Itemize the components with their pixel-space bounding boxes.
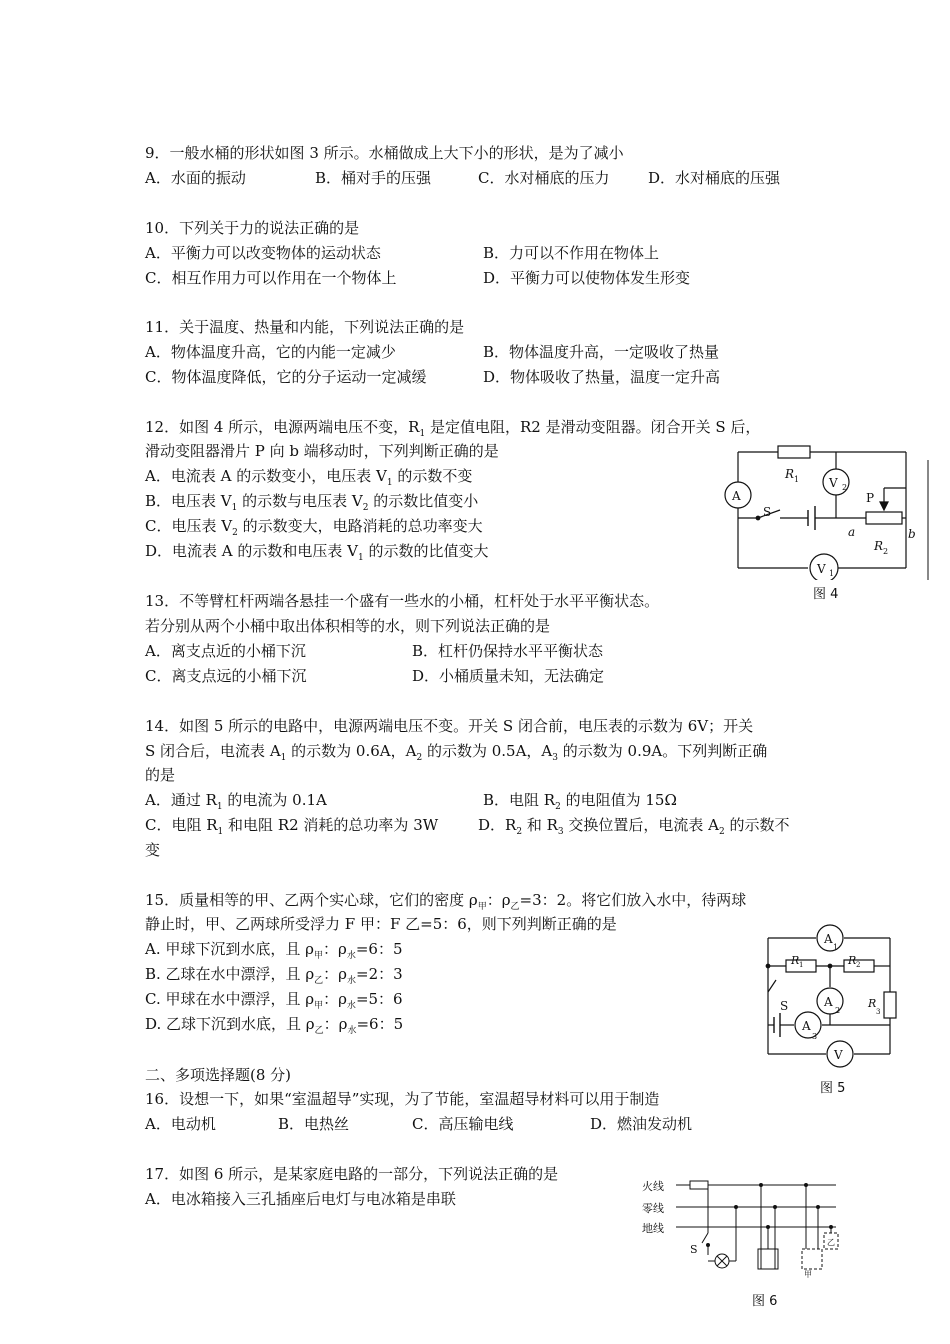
q10-option-d: D．平衡力可以使物体发生形变 [483, 269, 691, 287]
q12-option-b: B．电压表 $V_1$ 的示数与电压表 $V_2$ 的示数比值变小 [145, 492, 479, 513]
svg-text:1: 1 [799, 961, 804, 969]
q13-option-c: C．离支点远的小桶下沉 [145, 667, 307, 685]
svg-text:a: a [848, 525, 856, 539]
q14-stem-line1: 14．如图 5 所示的电路中，电源两端电压不变。开关 S 闭合前，电压表的示数为 6V；开关 [145, 717, 754, 735]
svg-text:零线: 零线 [642, 1202, 664, 1215]
svg-text:1: 1 [829, 569, 835, 578]
svg-text:2: 2 [842, 483, 848, 492]
q13-option-b: B．杠杆仍保持水平平衡状态 [412, 642, 604, 660]
q9-option-c: C．水对桶底的压力 [478, 169, 610, 187]
svg-text:1: 1 [833, 943, 839, 952]
q13-option-d: D．小桶质量未知，无法确定 [412, 667, 605, 685]
svg-text:2: 2 [883, 547, 889, 556]
q13-stem-line2: 若分别从两个小桶中取出体积相等的水，则下列说法正确的是 [145, 617, 551, 635]
figure-4-circuit [718, 440, 934, 580]
svg-text:甲: 甲 [804, 1270, 812, 1279]
q10-option-a: A．平衡力可以改变物体的运动状态 [145, 244, 381, 262]
svg-text:2: 2 [856, 961, 861, 969]
svg-text:火线: 火线 [642, 1180, 664, 1193]
figure-4-caption: 图 4 [813, 587, 839, 602]
q16-option-b: B．电热丝 [278, 1115, 350, 1133]
figure-5-circuit [758, 922, 908, 1074]
figure-5-caption: 图 5 [820, 1081, 846, 1096]
svg-text:A: A [824, 932, 833, 946]
q9-option-d: D．水对桶底的压强 [648, 169, 781, 187]
svg-text:S: S [763, 505, 772, 519]
q11-option-d: D．物体吸收了热量，温度一定升高 [483, 368, 721, 386]
figure-6-caption: 图 6 [752, 1294, 778, 1309]
q15-option-a: A. 甲球下沉到水底，且 $\rho_甲$：$\rho_水=6$：5 [145, 940, 403, 961]
svg-text:P: P [866, 491, 875, 505]
q13-option-a: A．离支点近的小桶下沉 [145, 642, 306, 660]
q12-option-d: D．电流表 A 的示数和电压表 $V_1$ 的示数的比值变大 [145, 542, 489, 563]
q11-option-c: C．物体温度降低，它的分子运动一定减缓 [145, 368, 427, 386]
q9-option-a: A．水面的振动 [145, 169, 246, 187]
q15-option-d: D. 乙球下沉到水底，且 $\rho_乙$：$\rho_水=6$：5 [145, 1015, 404, 1036]
svg-text:R: R [874, 539, 884, 553]
q15-option-c: C. 甲球在水中漂浮，且 $\rho_甲$：$\rho_水=5$：6 [145, 990, 403, 1011]
q14-option-b: B．电阻 $R_2$ 的电阻值为 15Ω [483, 791, 677, 812]
q14-option-a: A．通过 $R_1$ 的电流为 0.1A [145, 791, 327, 812]
q10-stem: 10．下列关于力的说法正确的是 [145, 219, 360, 237]
q13-stem-line1: 13．不等臂杠杆两端各悬挂一个盛有一些水的小桶，杠杆处于水平平衡状态。 [145, 592, 660, 610]
q12-option-c: C．电压表 $V_2$ 的示数变大，电路消耗的总功率变大 [145, 517, 483, 538]
q17-option-a: A．电冰箱接入三孔插座后电灯与电冰箱是串联 [145, 1190, 456, 1208]
q14-stem-line3: 的是 [145, 766, 176, 784]
svg-text:1: 1 [794, 475, 800, 484]
q14-option-d-continued: 变 [145, 841, 161, 859]
q14-stem-line2: S 闭合后，电流表 $A_1$ 的示数为 0.6A，$A_2$ 的示数为 0.5A，$A_3$ 的示数为 0.9A。下列判断正确 [145, 742, 768, 763]
q15-stem-line2: 静止时，甲、乙两球所受浮力 F 甲：F 乙=5：6，则下列判断正确的是 [145, 915, 617, 933]
svg-text:S: S [780, 999, 789, 1013]
svg-text:地线: 地线 [642, 1222, 664, 1235]
svg-text:R: R [868, 997, 877, 1010]
svg-text:b: b [908, 527, 916, 541]
svg-text:V: V [817, 562, 826, 576]
svg-text:A: A [824, 995, 833, 1009]
q14-option-c: C．电阻 $R_1$ 和电阻 R2 消耗的总功率为 3W [145, 816, 439, 837]
svg-text:S: S [690, 1243, 698, 1256]
q16-option-d: D．燃油发动机 [590, 1115, 693, 1133]
q15-stem-line1: 15．质量相等的甲、乙两个实心球，它们的密度 $\rho_甲$：$\rho_乙=3$：2。将它们放入水中，待两球 [145, 891, 747, 912]
q16-option-a: A．电动机 [145, 1115, 216, 1133]
svg-text:R: R [791, 954, 800, 967]
q12-stem-line2: 滑动变阻器滑片 P 向 b 端移动时，下列判断正确的是 [145, 442, 499, 460]
q11-option-a: A．物体温度升高，它的内能一定减少 [145, 343, 396, 361]
q16-stem: 16．设想一下，如果“室温超导”实现，为了节能，室温超导材料可以用于制造 [145, 1090, 660, 1108]
q14-option-d: D．$R_2$ 和 $R_3$ 交换位置后，电流表 $A_2$ 的示数不 [478, 816, 790, 837]
q9-option-b: B．桶对手的压强 [315, 169, 432, 187]
q10-option-c: C．相互作用力可以作用在一个物体上 [145, 269, 397, 287]
q10-option-b: B．力可以不作用在物体上 [483, 244, 660, 262]
svg-text:A: A [732, 489, 741, 503]
q12-option-a: A．电流表 A 的示数变小，电压表 $V_1$ 的示数不变 [145, 467, 473, 488]
svg-text:R: R [785, 467, 795, 481]
section-2-heading: 二、多项选择题(8 分) [145, 1066, 292, 1084]
svg-text:2: 2 [835, 1006, 841, 1015]
svg-text:A: A [802, 1019, 811, 1033]
q16-option-c: C．高压输电线 [412, 1115, 514, 1133]
svg-text:乙: 乙 [827, 1238, 835, 1247]
svg-text:3: 3 [812, 1032, 818, 1041]
q17-stem: 17．如图 6 所示，是某家庭电路的一部分，下列说法正确的是 [145, 1165, 559, 1183]
q9-stem: 9．一般水桶的形状如图 3 所示。水桶做成上大下小的形状，是为了减小 [145, 144, 624, 162]
svg-text:V: V [829, 476, 838, 490]
q11-stem: 11．关于温度、热量和内能，下列说法正确的是 [145, 318, 465, 336]
figure-6-household-circuit [640, 1175, 840, 1285]
svg-text:3: 3 [876, 1008, 881, 1016]
svg-text:V: V [834, 1048, 843, 1062]
svg-text:R: R [848, 954, 857, 967]
q11-option-b: B．物体温度升高，一定吸收了热量 [483, 343, 720, 361]
q12-stem-line1: 12．如图 4 所示，电源两端电压不变，$R_1$ 是定值电阻，R2 是滑动变阻器。闭合开关 S 后， [145, 418, 761, 439]
q15-option-b: B. 乙球在水中漂浮，且 $\rho_乙$：$\rho_水=2$：3 [145, 965, 403, 986]
